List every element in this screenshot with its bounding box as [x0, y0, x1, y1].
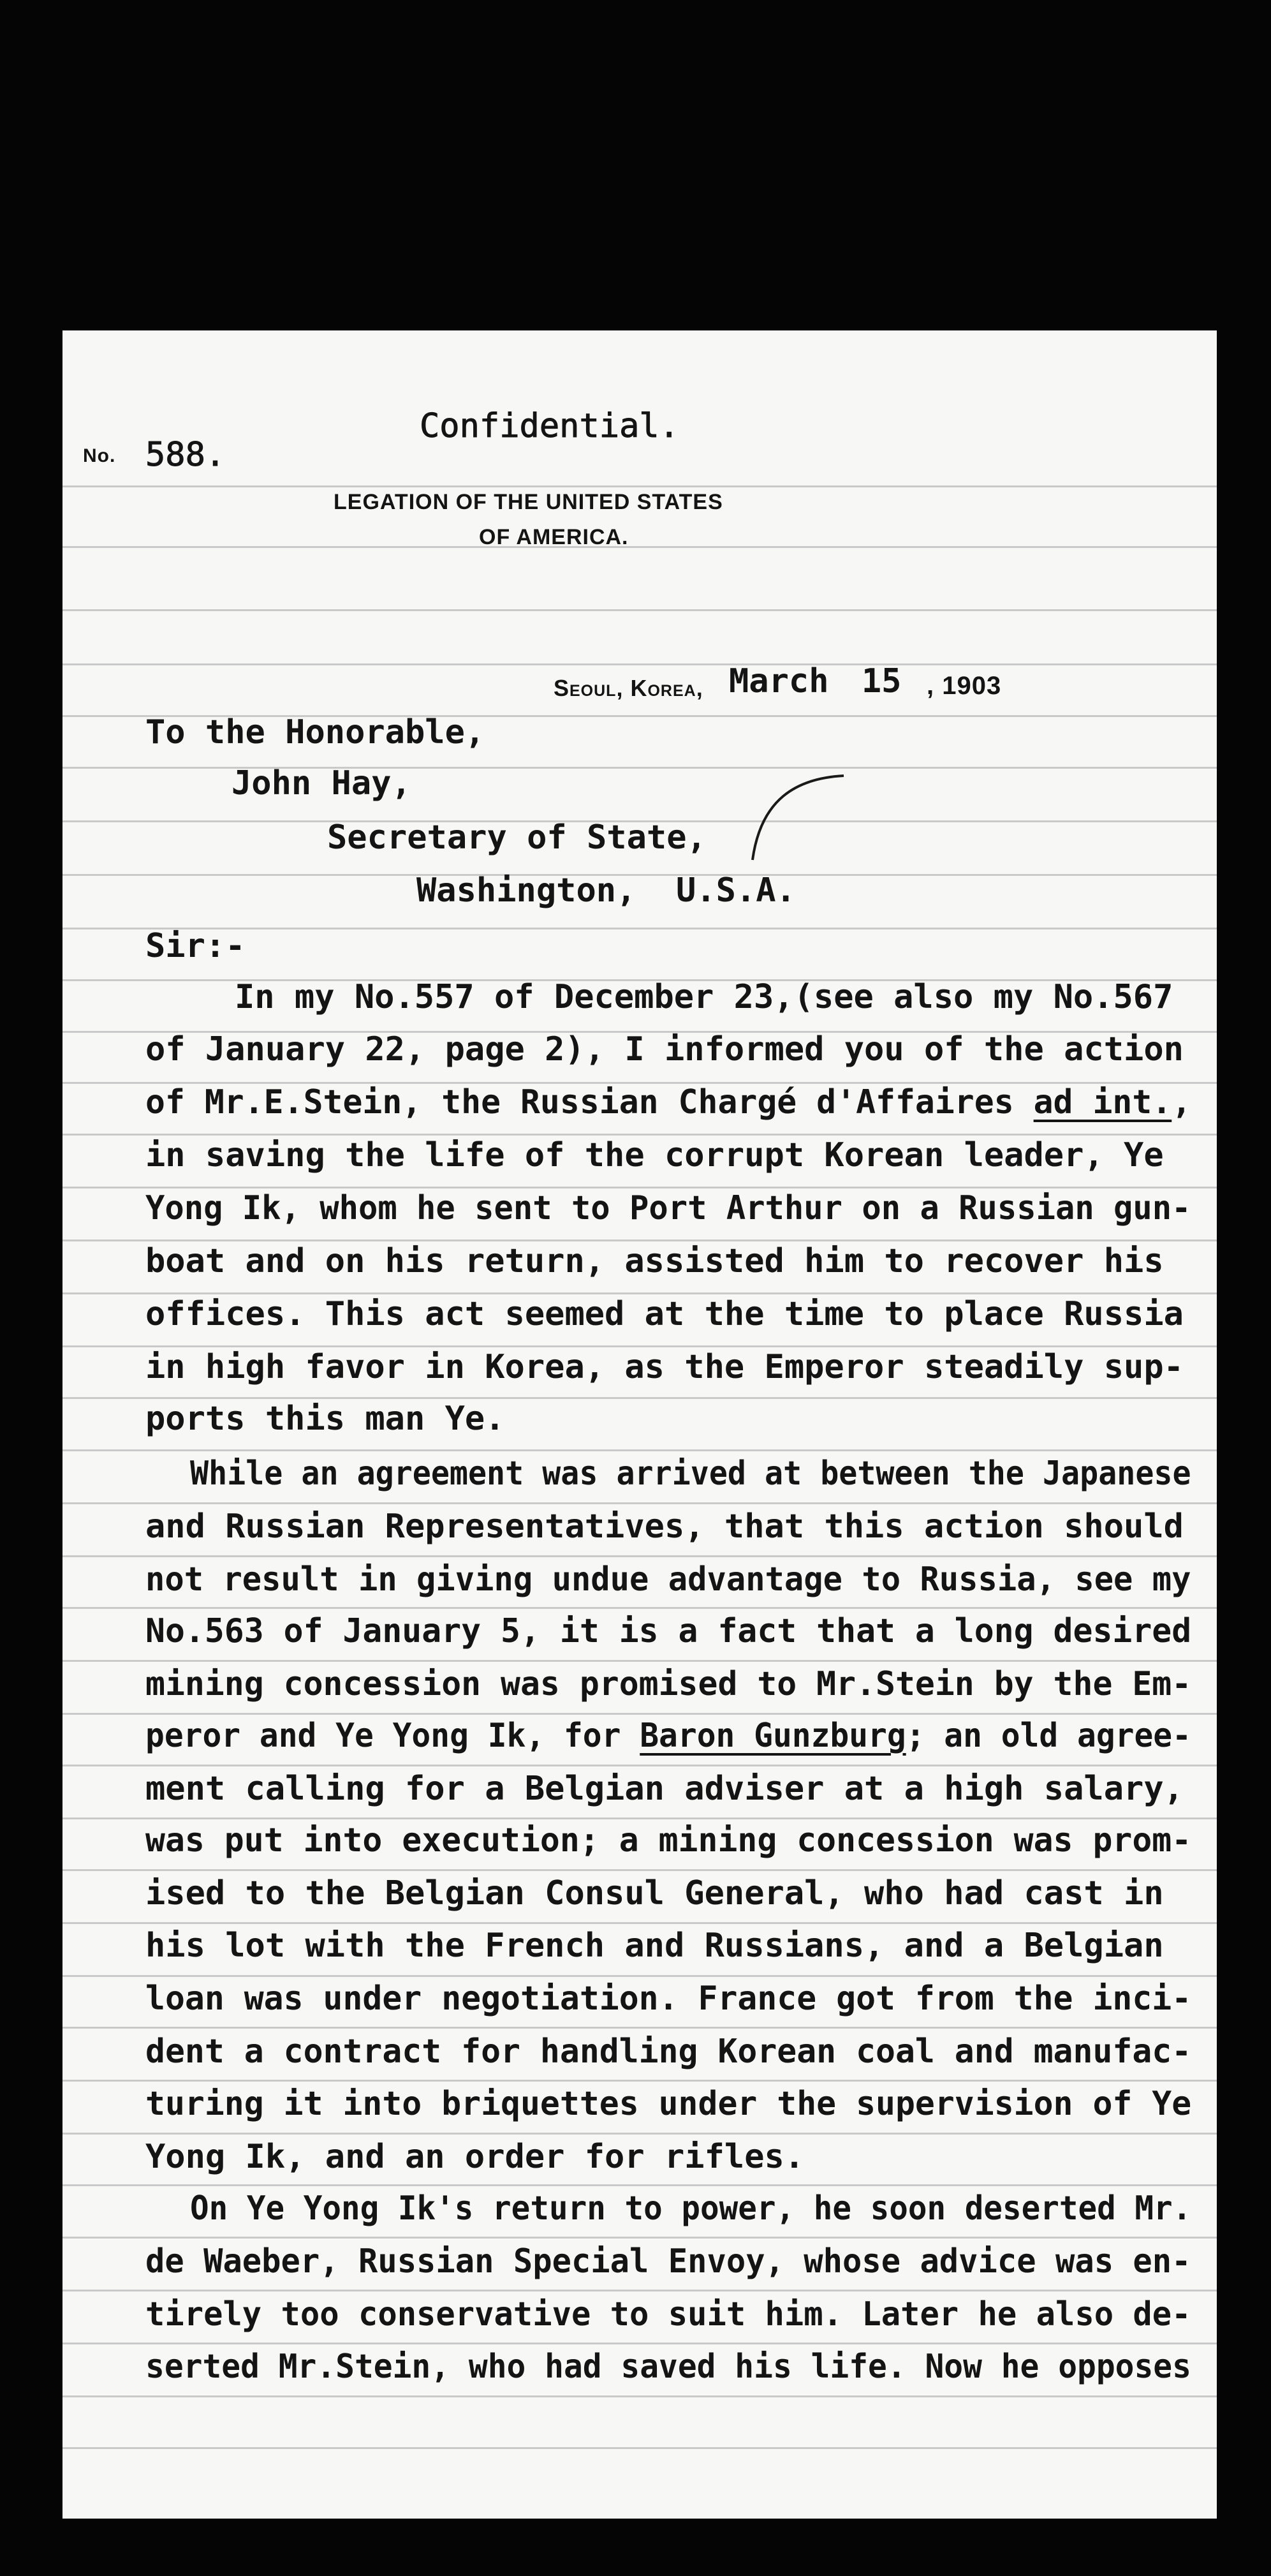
body-line-18: ised to the Belgian Consul General, who had cast in: [145, 1874, 1164, 1913]
body-line-3: [145, 1083, 1191, 1121]
body-line-2: of January 22, page 2), I informed you of the action: [145, 1030, 1184, 1069]
body-line-15: [145, 1717, 1191, 1755]
number-prefix: No.: [83, 445, 116, 466]
body-line-24: On Ye Yong Ik's return to power, he soon deserted Mr.: [190, 2189, 1192, 2228]
address-line-4: Washington, U.S.A.: [416, 871, 796, 910]
letter-date: March 15: [729, 662, 902, 700]
address-line-2: John Hay,: [231, 764, 411, 803]
body-line-3-end: ,: [1172, 1083, 1192, 1121]
body-line-8: in high favor in Korea, as the Emperor steadily sup-: [145, 1348, 1184, 1386]
body-line-9: ports this man Ye.: [145, 1400, 505, 1438]
body-line-16: ment calling for a Belgian adviser at a high salary,: [145, 1770, 1184, 1808]
letter-page: [62, 330, 1217, 2519]
pen-mark: [700, 771, 847, 866]
body-line-5: Yong Ik, whom he sent to Port Arthur on a Russian gun-: [145, 1189, 1191, 1227]
dispatch-number: 588.: [145, 436, 226, 474]
body-line-20: loan was under negotiation. France got from the inci-: [145, 1980, 1192, 2018]
body-line-4: in saving the life of the corrupt Korean leader, Ye: [145, 1136, 1164, 1174]
body-line-15-end: ; an old agree-: [906, 1717, 1191, 1755]
body-line-11: and Russian Representatives, that this action should: [145, 1507, 1184, 1546]
body-line-25: de Waeber, Russian Special Envoy, whose advice was en-: [145, 2242, 1191, 2281]
ad-interim-underlined: ad int.: [1033, 1083, 1172, 1121]
legation-heading-line1: LEGATION OF THE UNITED STATES: [334, 490, 723, 514]
baron-gunzburg-underlined: Baron Gunzburg: [640, 1717, 906, 1755]
body-line-21: dent a contract for handling Korean coal and manufac-: [145, 2032, 1192, 2071]
body-line-26: tirely too conservative to suit him. Later he also de-: [145, 2295, 1191, 2334]
body-line-27: serted Mr.Stein, who had saved his life. Now he opposes: [145, 2348, 1191, 2386]
letter-year: , 1903: [927, 672, 1002, 700]
body-line-3-start: of Mr.E.Stein, the Russian Chargé d'Affaires: [145, 1083, 1034, 1121]
body-line-13: No.563 of January 5, it is a fact that a long desired: [145, 1612, 1192, 1650]
body-line-23: Yong Ik, and an order for rifles.: [145, 2138, 805, 2176]
address-line-1: To the Honorable,: [145, 713, 485, 751]
body-line-17: was put into execution; a mining concession was prom-: [145, 1821, 1192, 1860]
legation-heading-line2: OF AMERICA.: [479, 525, 629, 549]
body-line-12: not result in giving undue advantage to Russia, see my: [145, 1560, 1191, 1599]
place-label: Seoul, Korea,: [554, 675, 703, 701]
body-line-6: boat and on his return, assisted him to recover his: [145, 1242, 1164, 1280]
body-line-22: turing it into briquettes under the supervision of Ye: [145, 2085, 1192, 2123]
classification-label: Confidential.: [420, 407, 679, 445]
body-line-15-start: peror and Ye Yong Ik, for: [145, 1717, 640, 1755]
body-line-1: In my No.557 of December 23,(see also my No.567: [235, 978, 1173, 1016]
address-line-3: Secretary of State,: [327, 818, 707, 857]
body-line-10: While an agreement was arrived at between the Japanese: [190, 1455, 1191, 1493]
body-line-14: mining concession was promised to Mr.Stein by the Em-: [145, 1665, 1192, 1703]
salutation: Sir:-: [145, 927, 246, 965]
body-line-19: his lot with the French and Russians, and a Belgian: [145, 1927, 1164, 1965]
body-line-7: offices. This act seemed at the time to place Russia: [145, 1295, 1184, 1333]
